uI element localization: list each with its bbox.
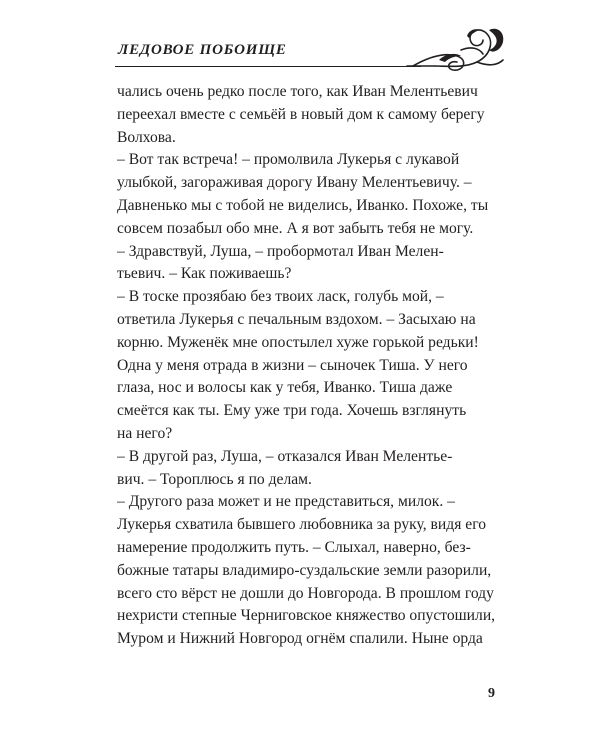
body-text: [117, 81, 503, 651]
text-line: на него?: [117, 424, 173, 442]
text-line: Волхова.: [117, 128, 176, 146]
header-rule: [115, 66, 421, 67]
text-line: Давненько мы с тобой не виделись, Иванко. Похоже, ты: [117, 196, 489, 214]
text-line: переехал вместе с семьёй в новый дом к самому берегу: [117, 105, 485, 123]
page-number: 9: [488, 686, 495, 701]
running-title: ЛЕДОВОЕ ПОБОИЩЕ: [118, 42, 287, 58]
text-line: – Вот так встреча! – промолвила Лукерья с лукавой: [117, 151, 460, 169]
text-line: вич. – Тороплюсь я по делам.: [117, 470, 312, 488]
text-line: ответила Лукерья с печальным вздохом. – Засыхаю на: [117, 310, 476, 328]
text-line: чались очень редко после того, как Иван Мелентьевич: [117, 83, 478, 100]
text-line: смеётся как ты. Ему уже три года. Хочешь взглянуть: [117, 402, 467, 420]
text-line: намерение продолжить путь. – Слыхал, наверно, без-: [117, 538, 471, 556]
ornament-flourish-icon: [405, 22, 507, 82]
text-line: – Здравствуй, Луша, – пробормотал Иван Мелен-: [117, 242, 444, 260]
text-line: корню. Муженёк мне опостылел хуже горькой редьки!: [117, 333, 479, 351]
text-line: Лукерья схватила бывшего любовника за руку, видя его: [117, 516, 486, 534]
text-line: Муром и Нижний Новгород огнём спалили. Ныне орда: [117, 630, 483, 648]
text-line: нехристи степные Черниговское княжество опустошили,: [117, 607, 496, 625]
text-line: глаза, нос и волосы как у тебя, Иванко. Тиша даже: [117, 379, 453, 397]
text-line: совсем позабыл обо мне. А я вот забыть тебя не могу.: [117, 219, 474, 237]
text-line: – Другого раза может и не представиться, милок. –: [117, 493, 455, 511]
text-line: божные татары владимиро-суздальские земли разорили,: [117, 561, 492, 579]
running-header: [115, 22, 507, 82]
text-line: – В другой раз, Луша, – отказался Иван Мелентье-: [117, 447, 453, 465]
text-line: – В тоске прозябаю без твоих ласк, голубь мой, –: [117, 288, 444, 306]
text-line: улыбкой, загораживая дорогу Ивану Мелентьевичу. –: [117, 174, 472, 192]
text-line: Одна у меня отрада в жизни – сыночек Тиша. У него: [117, 356, 468, 374]
text-line: всего сто вёрст не дошли до Новгорода. В прошлом году: [117, 584, 494, 602]
text-line: тьевич. – Как поживаешь?: [117, 265, 292, 283]
